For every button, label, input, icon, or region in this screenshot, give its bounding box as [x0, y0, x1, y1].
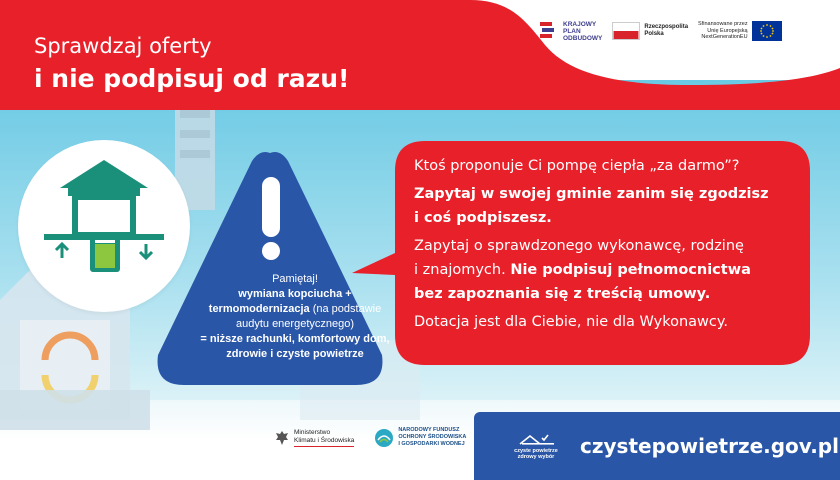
website-url[interactable]: czystepowietrze.gov.pl [580, 434, 839, 458]
reminder-line-5: = niższe rachunki, komfortowy dom, [200, 333, 390, 345]
headline-line-2: i nie podpisuj od razu! [34, 64, 350, 93]
eu-flag-icon [752, 21, 782, 41]
bubble-note: Dotacja jest dla Ciebie, nie dla Wykonawcy. [414, 314, 728, 330]
kpo-logo [538, 20, 602, 42]
partner-logos-top [538, 16, 828, 46]
reminder-line-4: audytu energetycznego) [235, 318, 355, 330]
eu-logo [698, 21, 782, 41]
nfosigw-mark-icon [374, 428, 394, 448]
reminder-line-3: termomodernizacja (na podstawie [208, 303, 382, 315]
reminder-line-6: zdrowie i czyste powietrze [226, 348, 364, 360]
bubble-text [414, 154, 794, 338]
nfosigw-logo [374, 427, 466, 448]
kpo-text: KRAJOWY PLAN ODBUDOWY [563, 20, 603, 42]
kpo-mark-icon [538, 20, 558, 42]
bubble-advice-1: Zapytaj w swojej gminie zanim się zgodzisz i coś podpiszesz. [414, 186, 769, 226]
rp-text: Rzeczpospolita Polska [644, 24, 689, 37]
exclamation-icon [262, 177, 280, 260]
bubble-question: Ktoś proponuje Ci pompę ciepła „za darmo”? [414, 158, 740, 174]
reminder-line-1: Pamiętaj! [272, 273, 318, 285]
partner-logos-bottom [274, 427, 466, 448]
eu-text: Sfinansowane przez Unię Europejską NextGenerationEU [698, 21, 748, 41]
ministry-logo [274, 429, 354, 447]
reminder-line-2: wymiana kopciucha + [238, 288, 352, 300]
bubble-advice-2: Zapytaj o sprawdzonego wykonawcę, rodzinę i znajomych. Nie podpisuj pełnomocnictwa bez zapoznania się z treścią umowy. [414, 238, 751, 302]
rp-logo [612, 22, 688, 40]
eagle-icon [274, 429, 290, 447]
nfosigw-text: NARODOWY FUNDUSZ OCHRONY ŚRODOWISKA I GOSPODARKI WODNEJ [398, 427, 467, 447]
website-box [474, 412, 840, 480]
polish-flag-icon [612, 22, 640, 40]
program-logo: czyste powietrze zdrowy wybór [508, 432, 564, 461]
headline-line-1: Sprawdzaj oferty [34, 34, 212, 58]
ministry-text: Ministerstwo Klimatu i Środowiska [294, 429, 354, 447]
program-house-icon [516, 432, 556, 448]
